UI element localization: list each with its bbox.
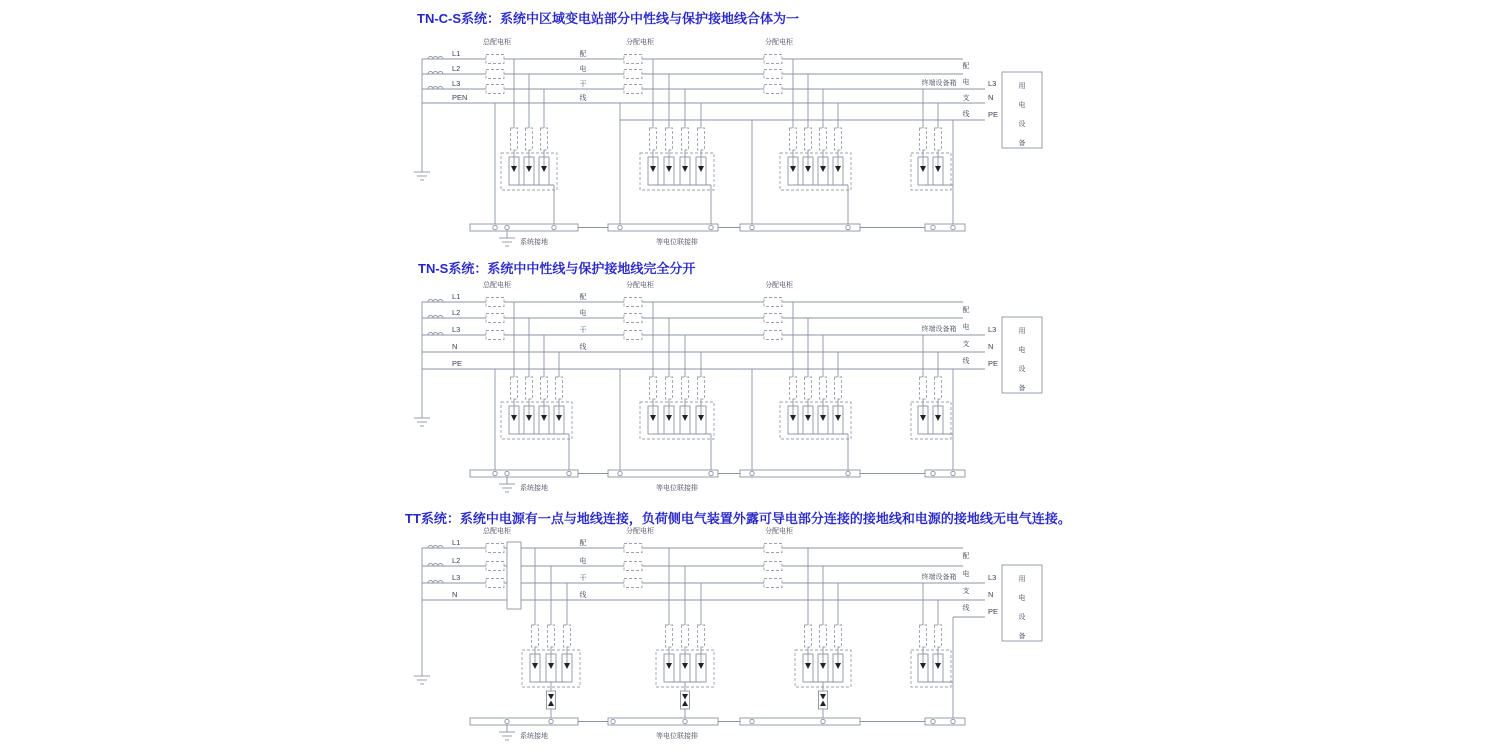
terminal-box-label: 终端设备箱 bbox=[921, 80, 957, 87]
trunk-label-char: 电 bbox=[579, 310, 587, 317]
terminal-line-label: N bbox=[988, 342, 994, 351]
branch-label-char: 支 bbox=[962, 588, 970, 595]
busbar-terminal bbox=[931, 225, 935, 229]
trunk-label-char: 干 bbox=[579, 575, 587, 582]
ground-icon bbox=[414, 418, 430, 426]
terminal-spd-group bbox=[911, 89, 953, 224]
sub-cabinet-2 bbox=[764, 37, 793, 94]
busbar-terminal bbox=[683, 719, 687, 723]
section-title-tn-s: TN-S系统：系统中中性线与保护接地线完全分开 bbox=[418, 261, 696, 276]
line-label: L1 bbox=[452, 292, 461, 301]
line-label: N bbox=[452, 342, 458, 351]
spd-group-2 bbox=[656, 548, 714, 718]
busbar-terminal bbox=[618, 225, 622, 229]
power-source bbox=[414, 49, 467, 180]
ground-icon bbox=[499, 732, 515, 740]
busbar-terminal bbox=[846, 225, 850, 229]
distribution-lines bbox=[422, 302, 985, 369]
terminal-box-label: 终端设备箱 bbox=[921, 574, 957, 581]
equipment-label-char: 备 bbox=[1018, 385, 1026, 392]
system-ground-label: 系统接地 bbox=[520, 733, 548, 740]
ground-icon bbox=[414, 676, 430, 684]
sub-cabinet-1-label: 分配电柜 bbox=[626, 39, 654, 46]
system-ground-label: 系统接地 bbox=[520, 239, 548, 246]
branch-label-char: 配 bbox=[962, 553, 970, 560]
sub-cabinet-1 bbox=[624, 37, 654, 94]
spd-group-2 bbox=[640, 59, 714, 224]
terminal-spd-group bbox=[911, 583, 953, 718]
branch-label-char: 支 bbox=[962, 95, 970, 102]
terminal-box-label: 终端设备箱 bbox=[921, 326, 957, 333]
terminal-line-label: L3 bbox=[988, 573, 997, 582]
line-label: PEN bbox=[452, 93, 468, 102]
sub-cabinet-1 bbox=[624, 280, 654, 340]
busbar-terminal bbox=[931, 471, 935, 475]
system-ground bbox=[499, 477, 548, 492]
branch-label-char: 电 bbox=[962, 571, 970, 578]
terminal-line-label: L3 bbox=[988, 325, 997, 334]
busbar-terminal bbox=[750, 719, 754, 723]
bonding-bar-label: 等电位联接排 bbox=[656, 485, 698, 492]
equipotential-bars bbox=[470, 224, 965, 231]
busbar-terminal bbox=[611, 719, 615, 723]
busbar-terminal bbox=[493, 471, 497, 475]
terminal-line-label: L3 bbox=[988, 79, 997, 88]
busbar-terminal bbox=[951, 719, 955, 723]
spd-group-3 bbox=[780, 59, 851, 224]
equipment-label-char: 设 bbox=[1018, 121, 1026, 128]
trunk-label-char: 电 bbox=[579, 66, 587, 73]
busbar-terminal bbox=[709, 471, 713, 475]
sub-cabinet-1-label: 分配电柜 bbox=[626, 528, 654, 535]
sub-cabinet-2-label: 分配电柜 bbox=[765, 528, 793, 535]
bonding-bar-label: 等电位联接排 bbox=[656, 239, 698, 246]
equipment-label-char: 用 bbox=[1018, 576, 1026, 583]
sub-cabinet-1-label: 分配电柜 bbox=[626, 282, 654, 289]
spd-group-3 bbox=[795, 548, 851, 718]
trunk-label-char: 干 bbox=[579, 327, 587, 334]
sub-cabinet-2 bbox=[764, 526, 793, 588]
busbar-terminal bbox=[567, 471, 571, 475]
branch-label-char: 电 bbox=[962, 79, 970, 86]
trunk-label-char: 线 bbox=[579, 95, 587, 102]
ground-icon bbox=[499, 484, 515, 492]
sub-cabinet-2 bbox=[764, 280, 793, 340]
equipment-label-char: 设 bbox=[1018, 614, 1026, 621]
spd-group-1 bbox=[501, 302, 572, 470]
spd-group-1 bbox=[522, 548, 580, 718]
line-label: L1 bbox=[452, 49, 461, 58]
line-label: L2 bbox=[452, 308, 461, 317]
main-cabinet-label: 总配电柜 bbox=[483, 39, 511, 46]
main-cabinet bbox=[483, 280, 511, 340]
busbar-terminal bbox=[750, 471, 754, 475]
trunk-label-char: 线 bbox=[579, 592, 587, 599]
busbar-terminal bbox=[493, 225, 497, 229]
power-source bbox=[414, 292, 462, 426]
equipment-label-char: 备 bbox=[1018, 140, 1026, 147]
terminal-line-label: N bbox=[988, 93, 994, 102]
terminal-line-label: PE bbox=[988, 110, 999, 119]
branch-label-char: 线 bbox=[962, 605, 970, 612]
equipment-label-char: 用 bbox=[1018, 83, 1026, 90]
line-label: L3 bbox=[452, 79, 461, 88]
sub-cabinet-1 bbox=[624, 526, 654, 588]
busbar-terminal bbox=[505, 471, 509, 475]
spd-group-1 bbox=[501, 59, 557, 224]
busbar-terminal bbox=[505, 225, 509, 229]
spd-group-2 bbox=[640, 302, 714, 470]
line-label: N bbox=[452, 590, 458, 599]
equipotential-bars bbox=[470, 470, 965, 477]
bonding-bar-label: 等电位联接排 bbox=[656, 733, 698, 740]
equipment-label-char: 电 bbox=[1018, 347, 1026, 354]
line-label: PE bbox=[452, 359, 463, 368]
spd-group-3 bbox=[780, 302, 851, 470]
system-ground-label: 系统接地 bbox=[520, 485, 548, 492]
branch-label-char: 线 bbox=[962, 111, 970, 118]
trunk-label-char: 配 bbox=[579, 51, 587, 58]
section-title-tt: TT系统：系统中电源有一点与地线连接，负荷侧电气装置外露可导电部分连接的接地线和电源的接地线无电气连接。 bbox=[405, 511, 1071, 526]
line-label: L3 bbox=[452, 325, 461, 334]
sub-cabinet-2-label: 分配电柜 bbox=[765, 282, 793, 289]
line-label: L2 bbox=[452, 64, 461, 73]
terminal-line-label: PE bbox=[988, 607, 999, 616]
trunk-label-char: 配 bbox=[579, 540, 587, 547]
diagram-tn-c-s bbox=[414, 11, 1042, 246]
busbar-terminal bbox=[618, 471, 622, 475]
line-label: L1 bbox=[452, 538, 461, 547]
branch-label-char: 配 bbox=[962, 307, 970, 314]
busbar-terminal bbox=[821, 719, 825, 723]
equipment-box bbox=[1002, 72, 1042, 148]
terminal-line-label: N bbox=[988, 590, 994, 599]
ground-icon bbox=[414, 172, 430, 180]
busbar-terminal bbox=[846, 471, 850, 475]
distribution-lines bbox=[422, 548, 985, 617]
terminal-line-label: PE bbox=[988, 359, 999, 368]
trunk-label-char: 配 bbox=[579, 294, 587, 301]
busbar-terminal bbox=[549, 719, 553, 723]
branch-label-char: 电 bbox=[962, 324, 970, 331]
equipment-box bbox=[1002, 565, 1042, 641]
terminal-spd-group bbox=[911, 335, 953, 470]
section-title-tn-c-s: TN-C-S系统：系统中区域变电站部分中性线与保护接地线合体为一 bbox=[417, 11, 800, 26]
trunk-label-char: 干 bbox=[579, 81, 587, 88]
line-label: L2 bbox=[452, 556, 461, 565]
ground-icon bbox=[499, 238, 515, 246]
busbar-terminal bbox=[552, 225, 556, 229]
system-ground bbox=[499, 231, 548, 246]
branch-label-char: 支 bbox=[962, 341, 970, 348]
branch-label-char: 线 bbox=[962, 358, 970, 365]
busbar-terminal bbox=[709, 225, 713, 229]
branch-label-char: 配 bbox=[962, 63, 970, 70]
equipment-box bbox=[1002, 317, 1042, 393]
busbar-terminal bbox=[951, 225, 955, 229]
system-ground bbox=[499, 725, 548, 740]
line-label: L3 bbox=[452, 573, 461, 582]
trunk-label-char: 线 bbox=[579, 344, 587, 351]
spark-gap-icon bbox=[681, 691, 690, 709]
equipment-label-char: 电 bbox=[1018, 102, 1026, 109]
equipment-label-char: 用 bbox=[1018, 328, 1026, 335]
busbar-terminal bbox=[750, 225, 754, 229]
busbar-terminal bbox=[931, 719, 935, 723]
busbar-terminal bbox=[951, 471, 955, 475]
trunk-label-char: 电 bbox=[579, 558, 587, 565]
main-cabinet-label: 总配电柜 bbox=[483, 528, 511, 535]
equipment-label-char: 备 bbox=[1018, 633, 1026, 640]
distribution-lines bbox=[422, 59, 985, 120]
main-cabinet-label: 总配电柜 bbox=[483, 282, 511, 289]
busbar-terminal bbox=[505, 719, 509, 723]
diagram-tt bbox=[405, 511, 1071, 740]
equipment-label-char: 电 bbox=[1018, 595, 1026, 602]
spark-gap-icon bbox=[819, 691, 828, 709]
main-cabinet bbox=[483, 37, 511, 94]
equipotential-bars bbox=[470, 718, 965, 725]
diagram-tn-s bbox=[414, 261, 1042, 492]
equipment-label-char: 设 bbox=[1018, 366, 1026, 373]
power-source bbox=[414, 538, 460, 684]
spark-gap-icon bbox=[547, 691, 556, 709]
sub-cabinet-2-label: 分配电柜 bbox=[765, 39, 793, 46]
